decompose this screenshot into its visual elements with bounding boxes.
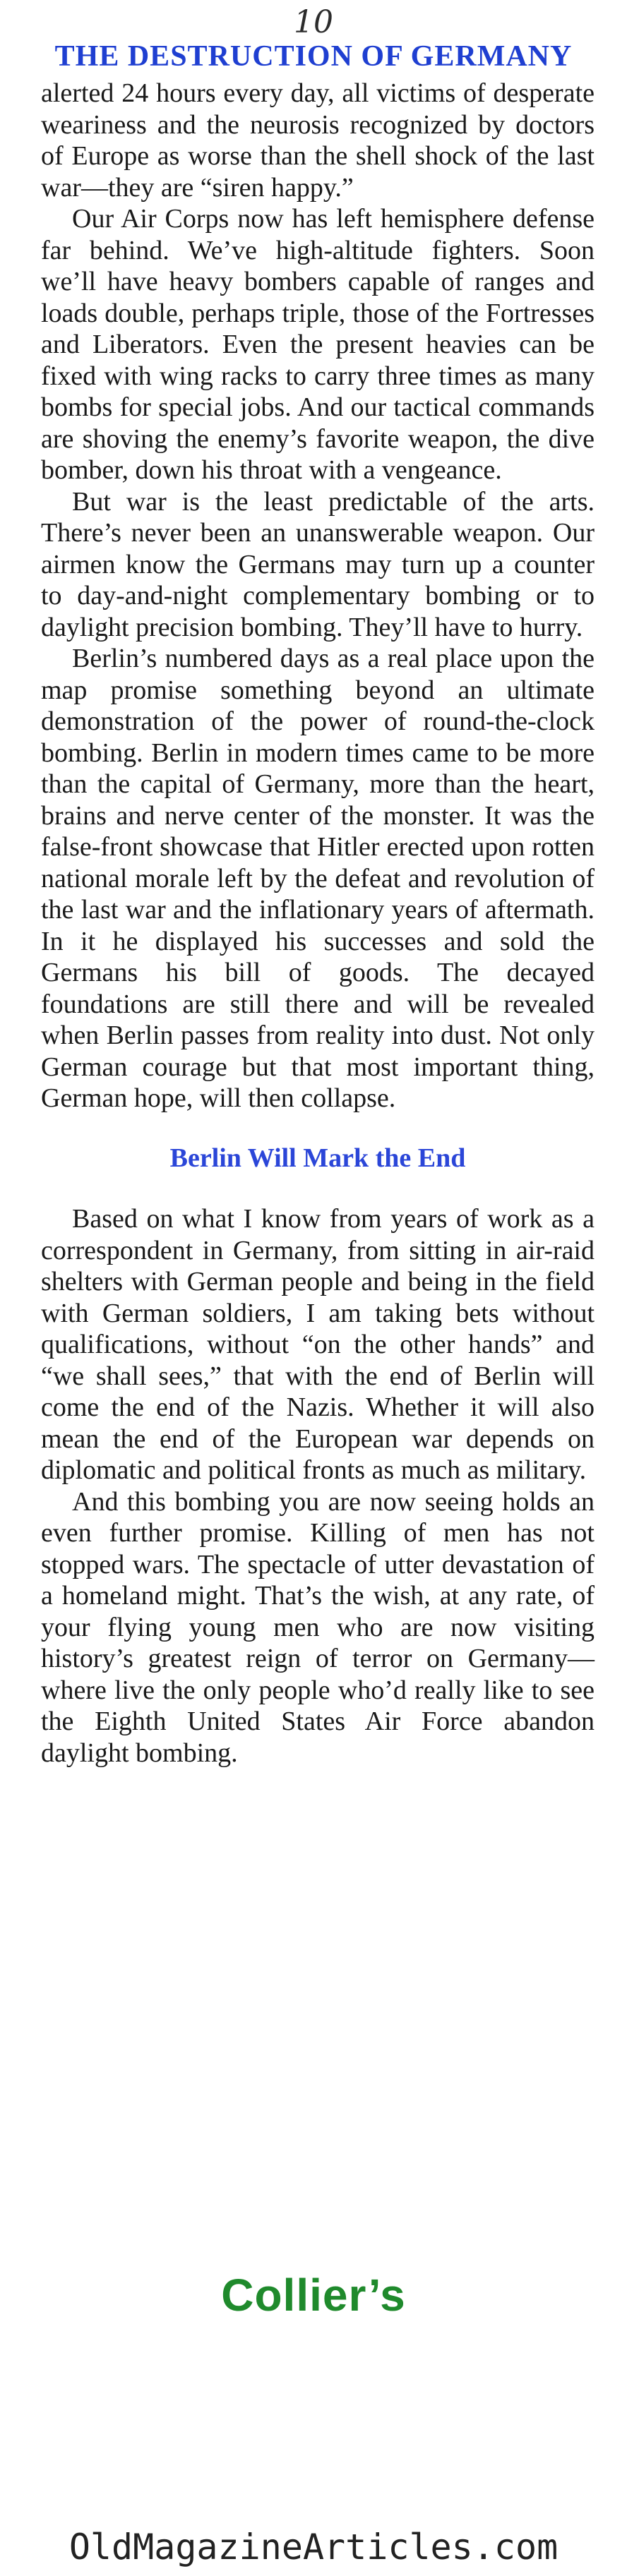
header-title: THE DESTRUCTION OF GERMANY (54, 40, 573, 73)
page-number: 10 (294, 4, 333, 40)
article-paragraph: alerted 24 hours every day, all victims of desperate weariness and the neurosis recognized by doctors of Europe as worse than the shell shock of the last war—they are “siren happy.” (41, 78, 595, 203)
article-paragraph: Berlin’s numbered days as a real place upon the map promise something beyond an ultimate demonstration of the power of round-the-clock bombing. Berlin in modern times came to be more than the capital of Germany, more than the heart, brains and nerve center of the monster. It was the false-front showcase that Hitler erected upon rotten national morale left by the defeat and revolution of the last war and the inflationary years of aftermath. In it he displayed his successes and sold the Germans his bill of goods. The decayed foundations are still there and will be revealed when Berlin passes from reality into dust. Not only German courage but that most important thing, German hope, will then collapse. (41, 644, 595, 1113)
article-paragraph: And this bombing you are now seeing holds an even further promise. Killing of men has not stopped wars. The spectacle of utter devastation of a homeland might. That’s the wish, at any rate, of your flying young men who are now visiting history’s greatest reign of terror on Germany—where live the only people who’d really like to see the Eighth United States Air Force abandon daylight bombing. (41, 1486, 595, 1768)
section-subhead: Berlin Will Mark the End (169, 1143, 466, 1173)
article-paragraph: Based on what I know from years of work as a correspondent in Germany, from sitting in air-raid shelters with German people and being in the field with German soldiers, I am taking bets without qualifications, without “on the other hands” and “we shall sees,” that with the end of Berlin will come the end of the Nazis. Whether it will also mean the end of the European war depends on diplomatic and political fronts as much as military. (41, 1204, 595, 1485)
article-paragraph: Our Air Corps now has left hemisphere defense far behind. We’ve high-altitude fighters. Soon we’ll have heavy bombers capable of ranges and loads double, perhaps triple, those of the Fortresses and Liberators. Even the present heavies can be fixed with wing racks to carry three times as many bombs for special jobs. And our tactical commands are shoving the enemy’s favorite weapon, the dive bomber, down his throat with a vengeance. (41, 204, 595, 485)
footer-watermark: OldMagazineArticles.com (68, 2527, 559, 2568)
article-body (41, 78, 595, 1769)
publication-logo: Collier’s (221, 2270, 406, 2321)
article-paragraph: But war is the least predictable of the arts. There’s never been an unanswerable weapon. Our airmen know the Germans may turn up a counter to day-and-night complementary bombing or to daylight precision bombing. They’ll have to hurry. (41, 486, 595, 642)
